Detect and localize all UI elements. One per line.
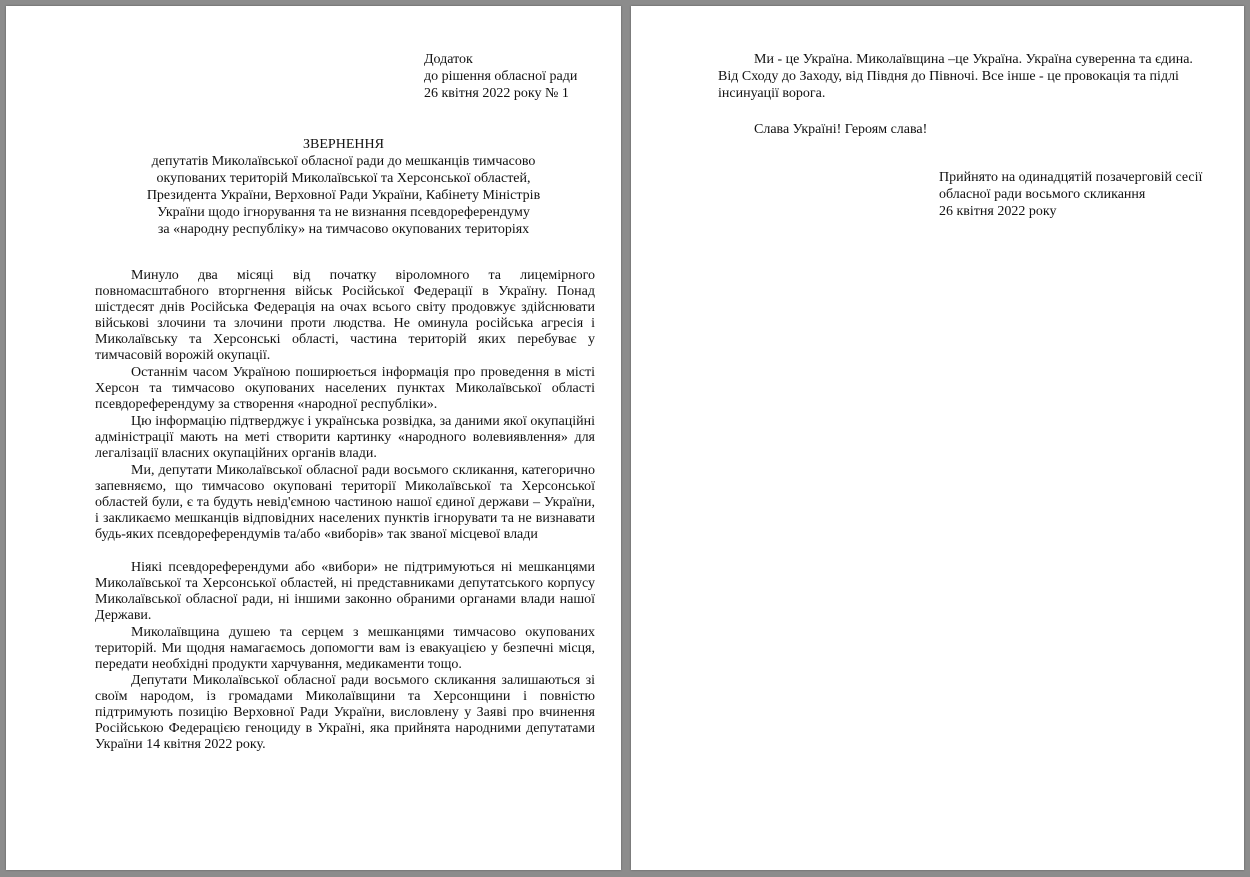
- body-paragraph-4: Ми, депутати Миколаївської обласної ради восьмого скликання, категорично запевняємо, що тимчасово окуповані території Миколаївської та Херсонської областей були, є та будуть невід'ємною частиною нашої єдиної держави – України, і закликаємо мешканців відповідних населених пунктів ігнорувати та не визнавати будь-яких псевдореферендумів та/або «виборів» так званої місцевої влади: [95, 463, 595, 543]
- body-paragraph-6: Миколаївщина душею та серцем з мешканцями тимчасово окупованих територій. Ми щодня намагаємось допомогти вам із евакуацією у безпечні місця, передати необхідні продукти харчування, медикаменти тощо.: [95, 625, 595, 673]
- body-paragraph-3: Цю інформацію підтверджує і українська розвідка, за даними якої окупаційні адміністрації мають на меті створити картинку «народного волевиявлення» для легалізації власних окупаційних органів влади.: [95, 414, 595, 462]
- body-paragraph-7: Депутати Миколаївської обласної ради восьмого скликання залишаються зі своїм народом, із громадами Миколаївщини та Херсонщини і повністю підтримують позицію Верховної Ради України, висловлену у Заяві про вчинення Російською Федерацією геноциду в Україні, яка прийнята народними депутатами України 14 квітня 2022 року.: [95, 673, 595, 753]
- adoption-line-3: 26 квітня 2022 року: [939, 204, 1057, 219]
- statement-line-3: інсинуації ворога.: [718, 86, 826, 101]
- statement-line-2: Від Сходу до Заходу, від Півдня до Півночі. Все інше - це провокація та підлі: [718, 69, 1179, 84]
- slogan: Слава Україні! Героям слава!: [754, 122, 928, 137]
- heading-line-4: України щодо ігнорування та не визнання псевдореферендуму: [157, 205, 530, 220]
- heading-line-1: депутатів Миколаївської обласної ради до мешканців тимчасово: [151, 154, 536, 169]
- appendix-line-2: до рішення обласної ради: [424, 69, 578, 84]
- appendix-line-3: 26 квітня 2022 року № 1: [424, 86, 569, 101]
- body-paragraph-1: Минуло два місяці від початку віроломного та лицемірного повномасштабного вторгнення військ Російської Федерації в Україну. Понад шістдесят днів Російська Федерація на очах всього світу продовжує здійснювати військові злочини та злочини проти людства. Не оминула російська агресія і Миколаївську та Херсонські області, частина територій яких перебуває у тимчасовій ворожій окупації.: [95, 268, 595, 364]
- body-paragraph-5: Ніякі псевдореферендуми або «вибори» не підтримуються ні мешканцями Миколаївської та Херсонської областей, ні представниками депутатського корпусу Миколаївської обласної ради, ні іншими законно обраними органами влади нашої Держави.: [95, 560, 595, 624]
- body-paragraph-2: Останнім часом Україною поширюється інформація про проведення в місті Херсон та тимчасово окупованих населених пунктах Миколаївської області псевдореферендуму за створення «народної республіки».: [95, 365, 595, 413]
- document-title: ЗВЕРНЕННЯ: [303, 137, 384, 152]
- statement-line-1: Ми - це Україна. Миколаївщина –це Україна. Україна суверенна та єдина.: [754, 52, 1193, 67]
- heading-line-3: Президента України, Верховної Ради України, Кабінету Міністрів: [146, 188, 541, 203]
- adoption-line-2: обласної ради восьмого скликання: [939, 187, 1146, 202]
- appendix-line-1: Додаток: [424, 52, 473, 67]
- document-page-1: [6, 6, 621, 870]
- adoption-line-1: Прийнято на одинадцятій позачерговій сесії: [939, 170, 1203, 185]
- heading-line-2: окупованих територій Миколаївської та Херсонської областей,: [156, 171, 531, 186]
- document-page-2: [631, 6, 1244, 870]
- heading-line-5: за «народну республіку» на тимчасово окупованих територіях: [157, 222, 530, 237]
